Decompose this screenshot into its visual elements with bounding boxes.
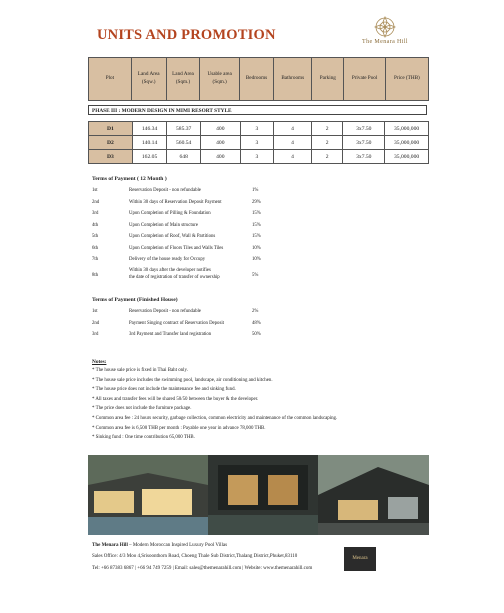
page-title: UNITS AND PROMOTION [97,27,276,43]
cell: 4 [274,136,312,150]
cell: 4 [274,150,312,164]
cell-price: 35,000,000 [385,150,429,164]
payment-percent: 10% [252,257,261,262]
payment-step: 3rd [92,211,99,216]
phase-label: PHASE III : MODERN DESIGN IN MIMI RESORT STYLE [88,105,427,115]
note-item: * The house price does not include the maintenance fee and sinking fund. [92,387,236,393]
payment-percent: 2% [252,309,259,314]
payment-percent: 15% [252,211,261,216]
villa-photos [88,455,429,535]
payment-description: Payment Singing contract of Reservation Deposit [129,320,224,326]
col-pool: Private Pool [344,58,385,101]
note-item: * Common area fee : 24 hours security, garbage collection, common electricity and maintenance of the common landscaping. [92,416,338,421]
cell: 400 [200,122,240,136]
payment-step: 5th [92,234,99,239]
cell: 3x7.50 [343,122,385,136]
cell: 648 [167,150,201,164]
payment-step: 1st [92,188,98,193]
villa-photo-image [88,455,429,535]
table-row [89,150,429,164]
note-item: * All taxes and transfer fees will be shared 50/50 between the buyer & the developer. [92,396,259,402]
payment-step: 6th [92,245,99,251]
payment-step: 1st [92,309,98,314]
table-row [89,136,429,150]
cell: 3 [240,136,274,150]
payment-description: Reservation Deposit - non refundable [129,188,201,193]
payment-percent: 1% [252,188,259,193]
col-land-sqw: Land Area (Sqw.) [131,58,166,101]
payment-percent: 10% [252,245,261,251]
payment-description: Upon Completion of Pilling & Foundation [129,211,211,216]
cell: 4 [274,122,312,136]
footer-tagline: – Modern Moroccan Inspired Luxury Pool Villas [127,543,228,548]
cell: 400 [200,136,240,150]
payment-description: Upon Completion of Roof, Wall & Partitions [129,234,216,239]
payment-percent: 15% [252,222,261,228]
footer-contact: Tel: +66 87383 6867 | +66 94 749 7259 | Email: sales@themenarahill.com | Website: www.themenarahill.com [92,566,313,571]
payment-percent: 5% [252,272,259,278]
col-bathrooms: Bathrooms [274,58,312,101]
payment-step: 4th [92,222,99,228]
note-item: * The price does not include the furniture package. [92,406,192,412]
payment-percent: 15% [252,234,261,239]
cell: 140.14 [132,136,167,150]
footer-logo: Menara [344,547,376,571]
col-usable: Usable area (Sqm.) [200,58,239,101]
terms-finished-list [92,309,292,345]
payment-description: 3rd Payment and Transfer land registration [129,332,212,337]
cell: 585.37 [167,122,201,136]
payment-description: Reservation Deposit - non refundable [129,309,201,314]
payment-row [92,309,292,319]
cell: 400 [200,150,240,164]
col-land-sqm: Land Area (Sqm.) [166,58,200,101]
col-bedrooms: Bedrooms [239,58,273,101]
note-item: * The house sale price is fixed in Thai Baht only. [92,368,188,373]
payment-row [92,257,292,267]
payment-row [92,223,292,233]
payment-step: 2nd [92,320,100,326]
payment-description: Upon Completion of Main structure [129,222,199,228]
payment-step: 2nd [92,199,100,205]
logo-text: The Menara Hill [362,39,408,45]
note-item: * The house sale price includes the swimming pool, landscape, air conditioning and kitchen. [92,377,273,383]
notes-title: Notes: [92,359,107,365]
payment-step: 3rd [92,332,99,337]
cell-price: 35,000,000 [385,122,429,136]
units-table-header [88,57,429,101]
payment-row [92,321,292,331]
terms-finished-title: Terms of Payment (Finished House) [92,297,178,303]
cell: 560.54 [167,136,201,150]
payment-description: Within 30 days after the developer notifies [129,267,211,273]
cell: 3x7.50 [343,136,385,150]
cell: 3 [240,150,274,164]
payment-row [92,200,292,210]
cell-plot: D2 [89,136,133,150]
cell: 2 [311,150,343,164]
payment-description: Upon Completion of Floors Tiles and Walls Tiles [129,245,224,251]
terms-12-list [92,188,292,288]
brand-logo [356,16,414,50]
note-item: * Common area fee is 6,500 THB per month : Payable one year in advance 78,000 THB. [92,425,266,431]
payment-row [92,188,292,198]
table-row [89,122,429,136]
payment-row [92,269,292,279]
cell-price: 35,000,000 [385,136,429,150]
cell-plot: D1 [89,122,133,136]
mandala-icon [374,16,396,38]
cell: 2 [311,136,343,150]
payment-row [92,211,292,221]
payment-row [92,332,292,342]
payment-percent: 50% [252,332,261,337]
payment-step: 8th [92,272,99,278]
cell: 146.34 [132,122,167,136]
payment-description: Delivery of the house ready for Occupy [129,257,206,262]
terms-12-title: Terms of Payment ( 12 Month ) [92,176,167,182]
payment-description: Within 30 days of Reservation Deposit Payment [129,199,222,205]
footer-line-1 [92,543,227,548]
footer-brand: The Menara Hill [92,543,128,548]
footer-address: Sales Office: 4/3 Moo 4,Srisoonthorn Road, Choeng Thale Sub District,Thalang District,Phuket,83110 [92,554,298,559]
payment-description-line-2: the date of registration of transfer of ownership [129,274,220,280]
payment-percent: 29% [252,199,261,205]
col-parking: Parking [312,58,344,101]
payment-step: 7th [92,257,99,262]
note-item: * Sinking fund : One time contribution 65,000 THB. [92,435,195,441]
cell: 3 [240,122,274,136]
cell: 3x7.50 [343,150,385,164]
col-plot: Plot [89,58,132,101]
units-table [88,121,429,164]
payment-row [92,246,292,256]
cell: 162.05 [132,150,167,164]
cell-plot: D3 [89,150,133,164]
cell: 2 [311,122,343,136]
payment-percent: 48% [252,320,261,326]
col-price: Price (THB) [385,58,428,101]
payment-row [92,234,292,244]
